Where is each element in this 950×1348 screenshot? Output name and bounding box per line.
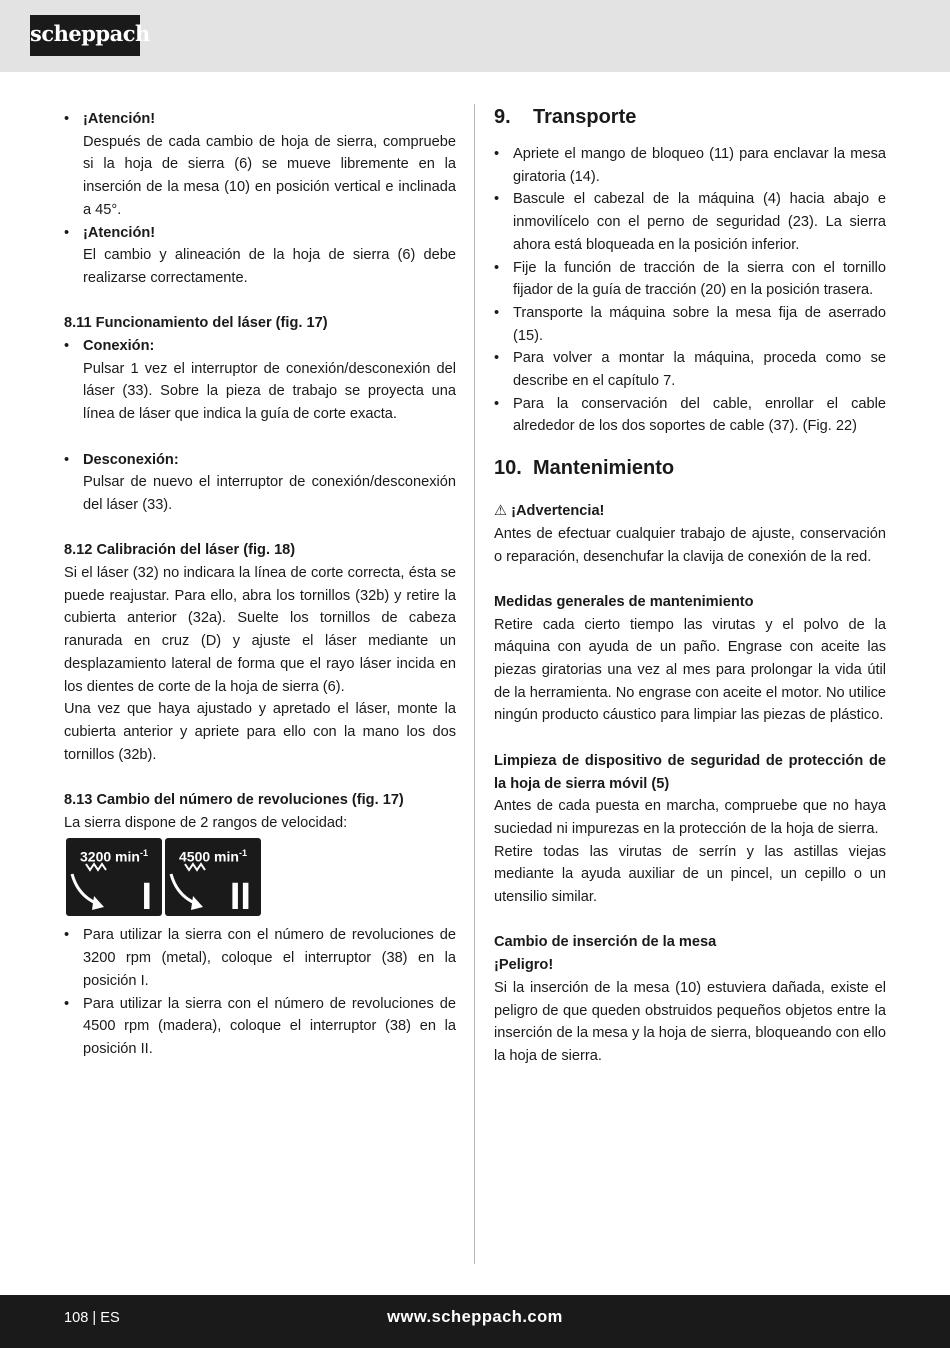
bullet-icon: • [64,927,70,944]
paragraph: Antes de efectuar cualquier trabajo de ajuste, conservación o reparación, desenchufar la clavija de conexión de la red. [494,525,886,565]
section-heading-10: 10. Mantenimiento [494,457,675,480]
list-item-text: Para utilizar la sierra con el número de revoluciones de 4500 rpm (madera), coloque el interruptor (38) en la posición II. [83,995,456,1057]
scheppach-logo [30,15,150,56]
footer-bar [0,1295,950,1348]
list-item-text: Fije la función de tracción de la sierra con el tornillo fijador de la guía de tracción (20) en la posición trasera. [513,259,886,299]
header-bar [0,0,950,72]
bullet-icon: • [64,338,70,355]
speed-selector-figure [66,838,263,918]
section-heading-8-11: 8.11 Funcionamiento del láser (fig. 17) [64,315,328,332]
page-number: 108 | ES [64,1310,120,1326]
list-item [494,257,886,302]
paragraph: Retire cada cierto tiempo las virutas y el polvo de la máquina con ayuda de un paño. Engrase con aceite las piezas giratorias una vez al mes para prolongar la vida útil de la herramienta. No engrase con aceite el motor. No utilice ningún producto cáustico para limpiar las piezas de plástico. [494,616,886,724]
subheading-table-insert: Cambio de inserción de la mesa [494,934,717,951]
paragraph: Si la inserción de la mesa (10) estuviera dañada, existe el peligro de que queden obstruidos pequeños objetos entre la inserción de la mesa y la hoja de sierra, bloqueando con ello la hoja de sierra. [494,979,886,1064]
list-item [64,222,456,290]
bullet-icon: • [494,304,500,321]
bullet-icon: • [494,350,500,367]
subheading-general-maintenance: Medidas generales de mantenimiento [494,593,754,610]
connection-title: Conexión: [83,338,155,355]
attention-text: Después de cada cambio de hoja de sierra, compruebe si la hoja de sierra (6) se mueve libremente en la inserción de la mesa (10) en posición vertical e inclinada a 45°. [83,133,456,218]
list-item-text: Para utilizar la sierra con el número de revoluciones de 3200 rpm (metal), coloque el interruptor (38) en la posición I. [83,927,456,989]
left-column [64,108,456,1061]
bullet-icon: • [494,395,500,412]
speed-label-high: 4500 $\min^{-1}$ [179,848,247,866]
list-item [494,347,886,392]
attention-text: El cambio y alineación de la hoja de sierra (6) debe realizarse correctamente. [83,247,456,286]
column-divider [474,104,475,1264]
attention-title: ¡Atención! [83,111,156,127]
bullet-icon: • [64,995,70,1012]
attention-title: ¡Atención! [83,224,156,241]
saw-rotation-icon [66,860,126,914]
warning-triangle-icon: ⚠ [494,503,508,520]
bullet-icon: • [494,191,500,208]
section-heading-9: 9. Transporte [494,106,637,128]
connection-text: Pulsar 1 vez el interruptor de conexión/desconexión del láser (33). Sobre la pieza de trabajo se proyecta una línea de láser que indica la guía de corte exacta. [83,360,456,423]
section-heading-8-12: 8.12 Calibración del láser (fig. 18) [64,542,296,559]
list-item [64,924,456,992]
section-heading-8-13: 8.13 Cambio del número de revoluciones (fig. 17) [64,792,404,809]
list-item [494,302,886,347]
website-link[interactable]: www.scheppach.com [387,1308,563,1326]
paragraph: Si el láser (32) no indicara la línea de corte correcta, ésta se puede reajustar. Para ello, abra los tornillos (32b) y retire la cubierta anterior (32a). Suelte los tornillos de cabeza ranurada en cruz (D) y ajuste el láser mediante un desplazamiento lateral de forma que el rayo láser incida en los dientes de corte de la hoja de sierra (6). [64,565,456,695]
list-item [64,108,456,222]
paragraph: Retire todas las virutas de serrín y las astillas viejas mediante la ayuda auxiliar de un pincel, un cepillo o un utensilio similar. [494,843,886,906]
list-item-text: Transporte la máquina sobre la mesa fija de aserrado (15). [513,304,886,344]
list-item [494,188,886,256]
paragraph: Una vez que haya ajustado y apretado el láser, monte la cubierta anterior y apriete para ello con la mano los dos tornillos (32b). [64,701,456,763]
right-column [494,103,886,1068]
logo-text: scheppach [30,21,150,46]
switch-position-i: I [141,876,152,919]
speed-panel-high [165,838,261,919]
list-item [64,335,456,426]
list-item [64,449,456,517]
list-item [64,993,456,1061]
disconnection-text: Pulsar de nuevo el interruptor de conexión/desconexión del láser (33). [83,474,456,513]
subheading-guard-cleaning: Limpieza de dispositivo de seguridad de protección de la hoja de sierra móvil (5) [494,752,886,792]
switch-position-ii: II [229,876,251,919]
list-item-text: Para la conservación del cable, enrollar el cable alrededor de los dos soportes de cable (37). (Fig. 22) [513,395,886,435]
paragraph: Antes de cada puesta en marcha, compruebe que no haya suciedad ni impurezas en la protección de la hoja de sierra. [494,798,886,837]
bullet-icon: • [494,259,500,276]
bullet-icon: • [494,146,500,162]
danger-title: ¡Peligro! [494,957,554,974]
list-item-text: Apriete el mango de bloqueo (11) para enclavar la mesa giratoria (14). [513,146,886,185]
list-item [494,143,886,188]
paragraph: La sierra dispone de 2 rangos de velocidad: [64,814,348,831]
warning-title: ⚠ ¡Advertencia! [494,503,605,520]
list-item [494,393,886,438]
speed-panel-low [66,838,162,919]
bullet-icon: • [64,224,70,241]
bullet-icon: • [64,111,70,127]
list-item-text: Para volver a montar la máquina, proceda como se describe en el capítulo 7. [513,350,886,390]
saw-rotation-icon [165,860,225,914]
bullet-icon: • [64,451,70,468]
speed-label-low: 3200 $\min^{-1}$ [80,848,148,866]
disconnection-title: Desconexión: [83,451,179,468]
list-item-text: Bascule el cabezal de la máquina (4) hacia abajo e inmovilícelo con el perno de seguridad (23). La sierra ahora está bloqueada en la posición inferior. [513,191,886,253]
